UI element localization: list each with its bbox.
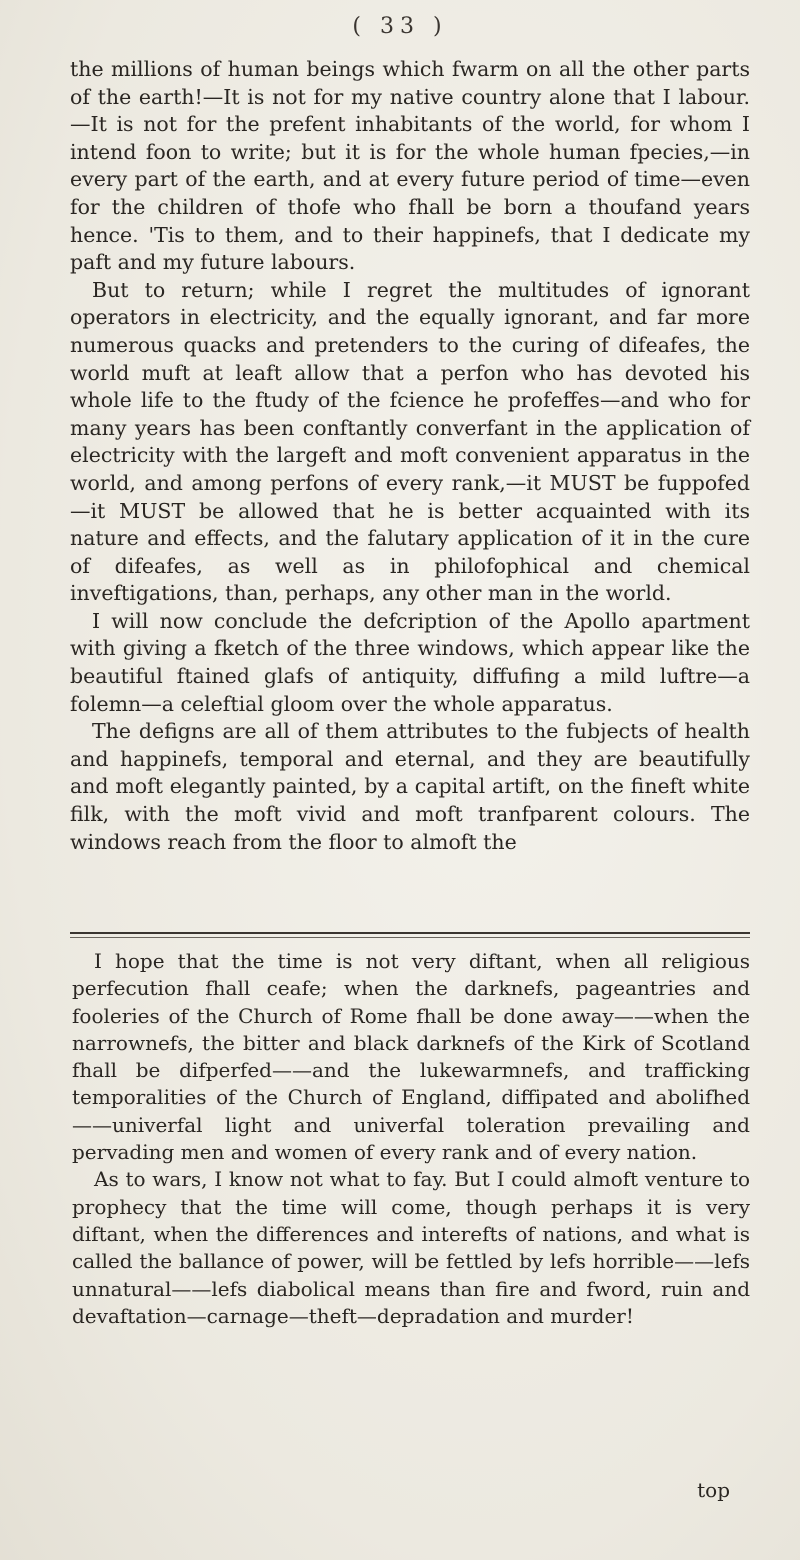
page-number: ( 33 ) xyxy=(352,14,448,39)
footnote-rule-thin xyxy=(70,937,750,938)
main-text xyxy=(70,56,750,856)
footnote-paragraph-1: I hope that the time is not very diftant, when all religious perfecution fhall ceafe; when the darknefs, pageantries and fooleries of the Church of Rome fhall be done away——when the narrownefs, the bitter and black darknefs of the Kirk of Scotland fhall be difperfed——and the lukewarmnefs, and trafficking temporalities of the Church of England, diffipated and abolifhed——univerfal light and univerfal toleration prevailing and pervading men and women of every rank and of every nation. xyxy=(72,949,750,1165)
catchword: top xyxy=(697,1478,730,1502)
paragraph-4: The defigns are all of them attributes to the fubjects of health and happinefs, temporal and eternal, and they are beautifully and moft elegantly painted, by a capital artift, on the fineft white filk, with the moft vivid and moft tranfparent colours. The windows reach from the floor to almoft the xyxy=(70,719,750,854)
paragraph-1: the millions of human beings which fwarm on all the other parts of the earth!—It is not for my native country alone that I labour.—It is not for the prefent inhabitants of the world, for whom I intend foon to write; but it is for the whole human fpecies,—in every part of the earth, and at every future period of time—even for the children of thofe who fhall be born a thoufand years hence. 'Tis to them, and to their happinefs, that I dedicate my paft and my future labours. xyxy=(70,57,750,275)
footnote-rule xyxy=(70,932,750,934)
paragraph-2: But to return; while I regret the multitudes of ignorant operators in electricity, and the equally ignorant, and far more numerous quacks and pretenders to the curing of difeafes, the world muft at leaft allow that a perfon who has devoted his whole life to the ftudy of the fcience he profeffes—and who for many years has been conftantly converfant in the application of electricity with the largeft and moft convenient apparatus in the world, and among perfons of every rank,—it MUST be fuppofed—it MUST be allowed that he is better acquainted with its nature and effects, and the falutary application of it in the cure of difeafes, as well as in philofophical and chemical inveftigations, than, perhaps, any other man in the world. xyxy=(70,277,750,606)
footnote-paragraph-2: As to wars, I know not what to fay. But I could almoft venture to prophecy that the time will come, though perhaps it is very diftant, when the differences and interefts of nations, and what is called the ballance of power, will be fettled by lefs horrible——lefs unnatural——lefs diabolical means than fire and fword, ruin and devaftation—carnage—theft—depradation and murder! xyxy=(72,1167,750,1328)
footnote xyxy=(72,948,750,1330)
paragraph-3: I will now conclude the defcription of the Apollo apartment with giving a fketch of the three windows, which appear like the beautiful ftained glafs of antiquity, diffufing a mild luftre—a folemn—a celeftial gloom over the whole apparatus. xyxy=(70,608,750,716)
